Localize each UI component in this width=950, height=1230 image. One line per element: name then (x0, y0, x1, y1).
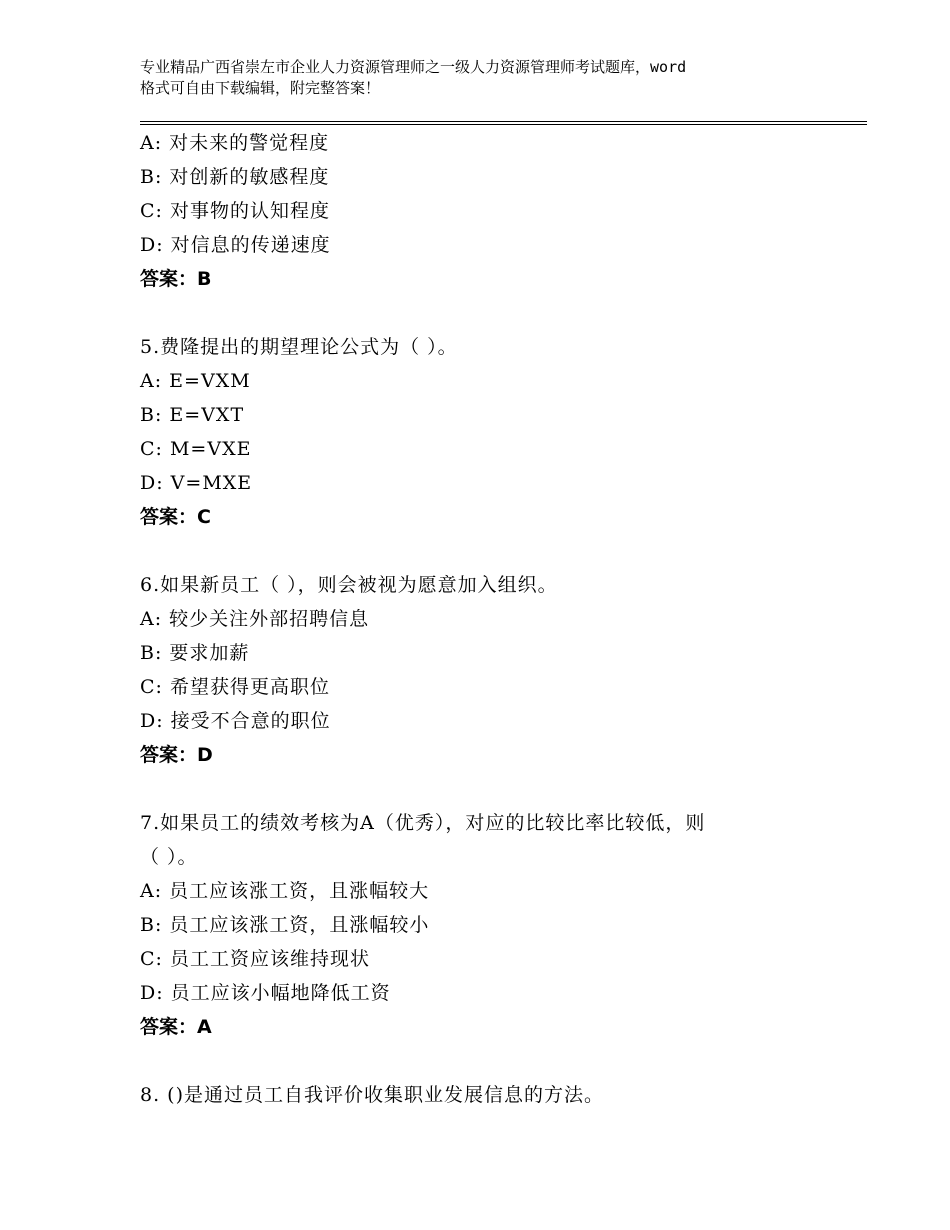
option-a: A: E=VXM (140, 370, 251, 392)
question-text: 6.如果新员工（ ），则会被视为愿意加入组织。 (140, 574, 558, 596)
question-text-line-1: 7.如果员工的绩效考核为A（优秀），对应的比较比率比较低，则 (140, 812, 706, 834)
spacer (140, 772, 867, 806)
option-c: C: 希望获得更高职位 (140, 676, 330, 698)
answer-label: 答案：C (140, 506, 211, 528)
question-block-5 (140, 330, 867, 534)
question-block-7 (140, 806, 867, 1044)
question-block-8 (140, 1078, 867, 1112)
question-text: 8. ()是通过员工自我评价收集职业发展信息的方法。 (140, 1084, 604, 1106)
question-text: 5.费隆提出的期望理论公式为（ ）。 (140, 336, 458, 358)
header-title-line-2: 格式可自由下载编辑，附完整答案！ (140, 79, 381, 97)
header-divider-bottom (140, 124, 867, 125)
question-block-6 (140, 568, 867, 772)
header-title-line-1: 专业精品广西省崇左市企业人力资源管理师之一级人力资源管理师考试题库，word (140, 58, 687, 76)
option-d: D: 接受不合意的职位 (140, 710, 331, 732)
option-d: D: 员工应该小幅地降低工资 (140, 982, 391, 1004)
option-b: B: 员工应该涨工资，且涨幅较小 (140, 914, 430, 936)
spacer (140, 534, 867, 568)
answer-label: 答案：B (140, 268, 212, 290)
option-a: A: 员工应该涨工资，且涨幅较大 (140, 880, 430, 902)
question-text-line-2: （ ）。 (140, 846, 198, 868)
option-d: D: V=MXE (140, 472, 253, 494)
option-a: A: 较少关注外部招聘信息 (140, 608, 370, 630)
option-b: B: 要求加薪 (140, 642, 250, 664)
option-b: B: 对创新的敏感程度 (140, 166, 330, 188)
option-a: A: 对未来的警觉程度 (140, 132, 330, 154)
question-block-4 (140, 126, 867, 296)
option-c: C: 员工工资应该维持现状 (140, 948, 370, 970)
spacer (140, 296, 867, 330)
option-b: B: E=VXT (140, 404, 245, 426)
option-c: C: M=VXE (140, 438, 252, 460)
document-header (140, 57, 840, 99)
spacer (140, 1044, 867, 1078)
question-list (140, 126, 867, 1112)
answer-label: 答案：D (140, 744, 213, 766)
option-c: C: 对事物的认知程度 (140, 200, 330, 222)
option-d: D: 对信息的传递速度 (140, 234, 331, 256)
header-divider-top (140, 121, 867, 122)
answer-label: 答案：A (140, 1016, 212, 1038)
